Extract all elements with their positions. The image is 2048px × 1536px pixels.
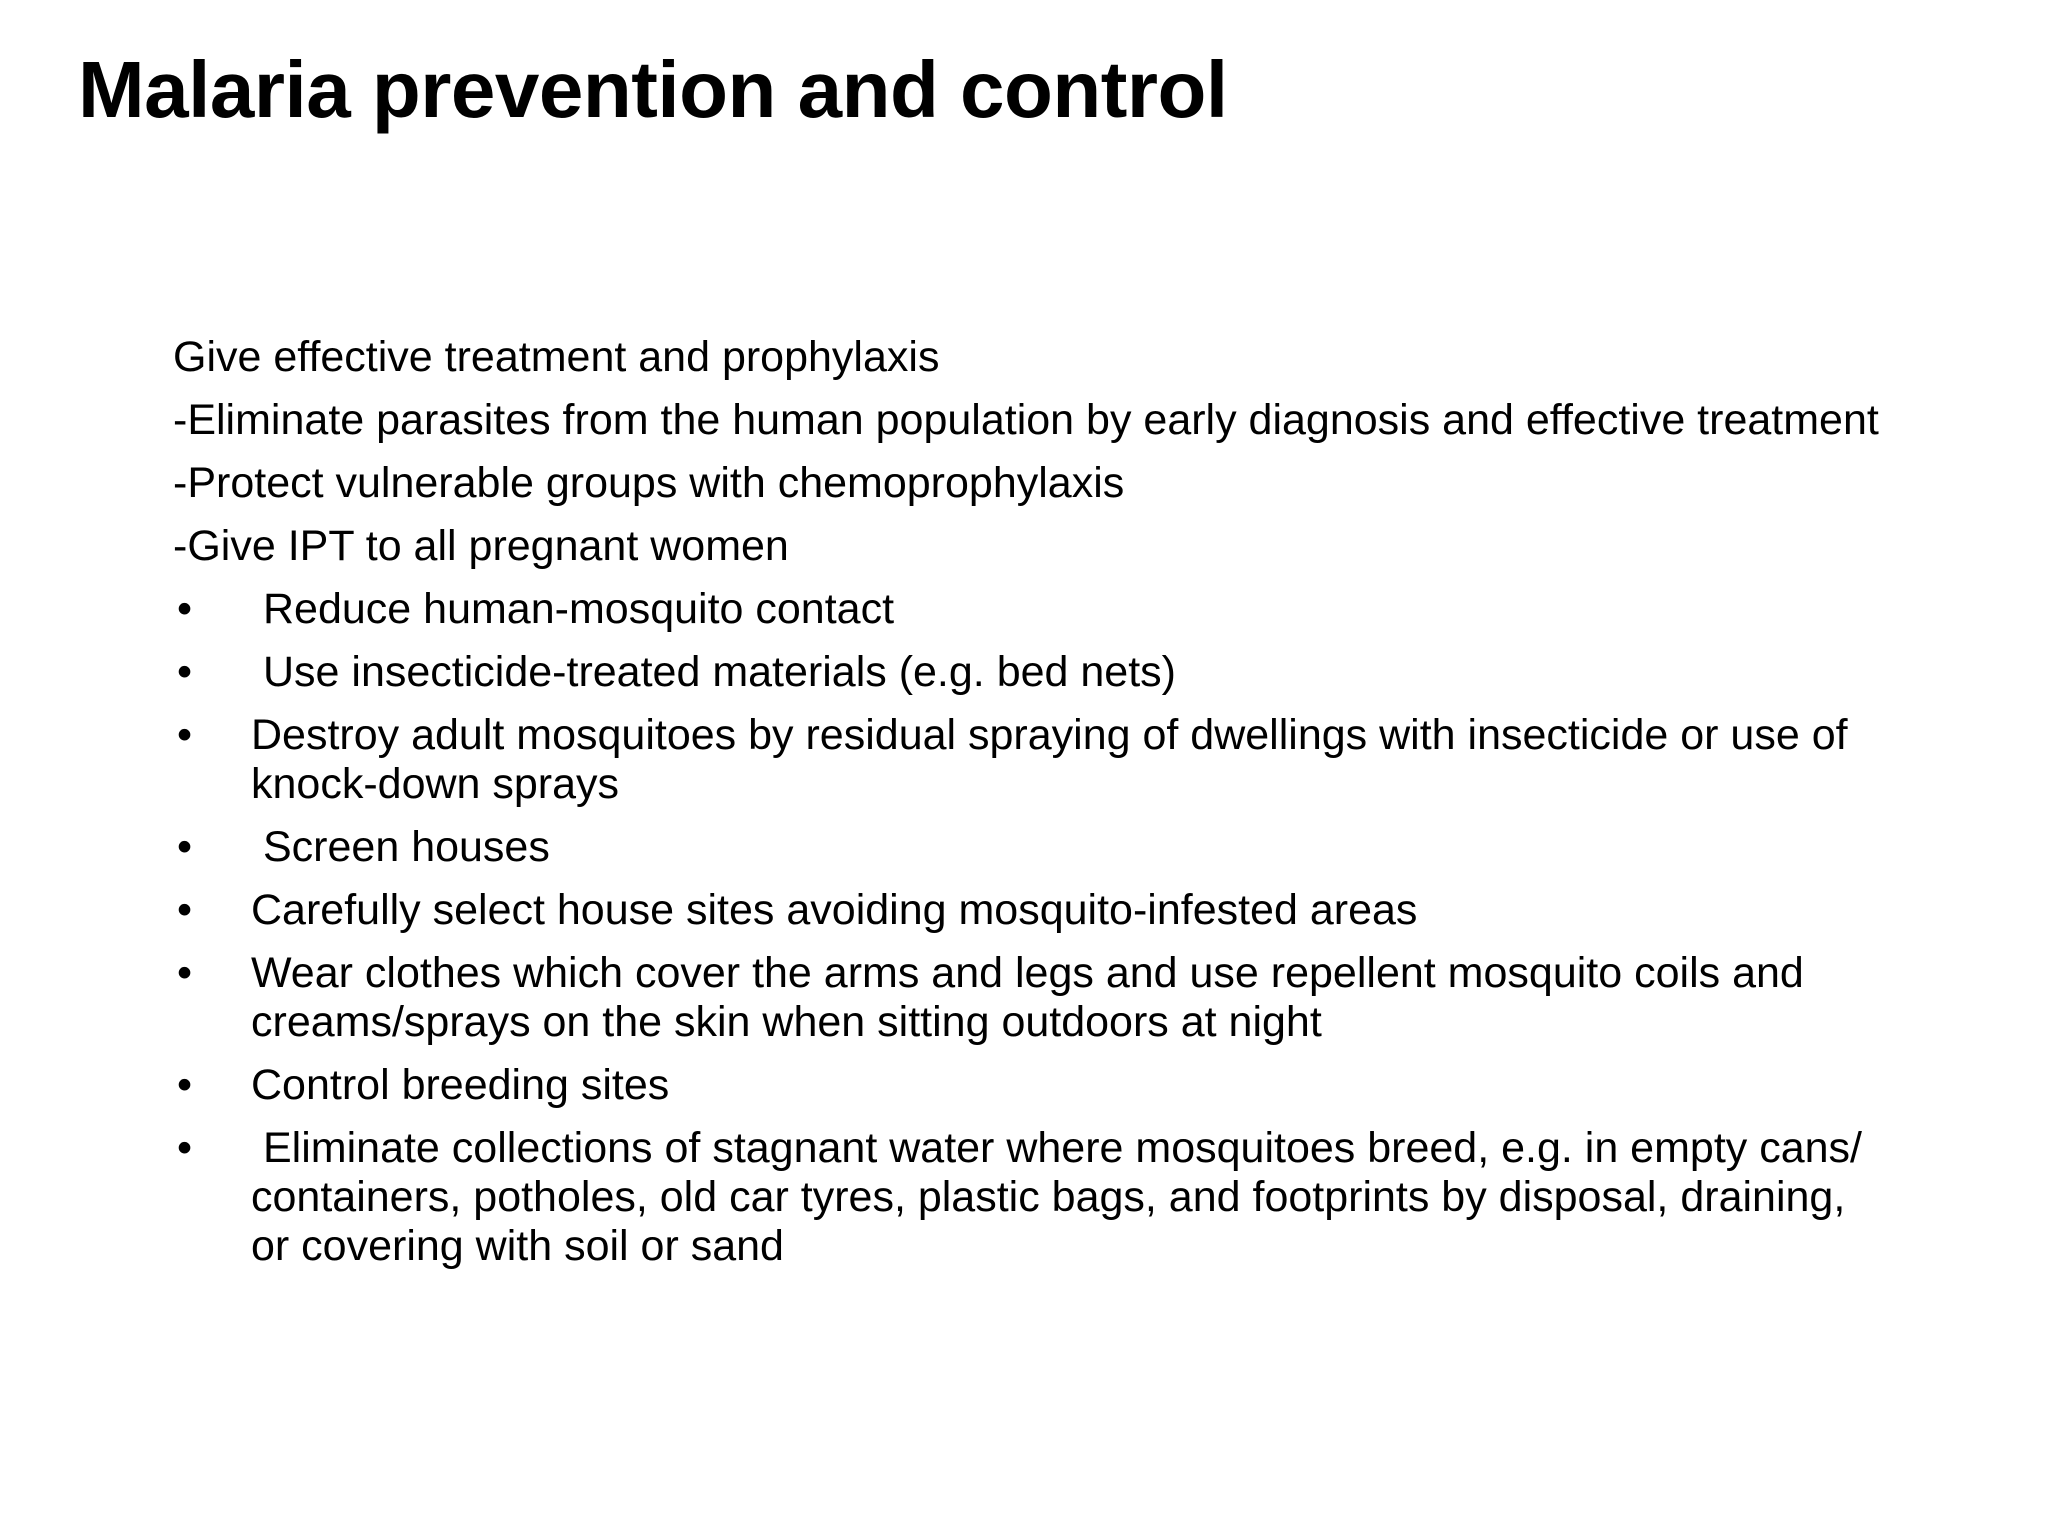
bullet-item-text: Screen houses (263, 823, 550, 871)
dash-item-text: Eliminate parasites from the human population by early diagnosis and effective treatment (187, 396, 1879, 444)
bullet-item (173, 711, 1893, 809)
bullet-item-text: Carefully select house sites avoiding mosquito-infested areas (251, 886, 1418, 934)
dash-prefix: - (173, 522, 188, 570)
dash-item (173, 459, 1893, 508)
bullet-icon: • (177, 823, 193, 871)
bullet-item-text: Wear clothes which cover the arms and legs and use repellent mosquito coils and creams/sprays on the skin when sitting outdoors at night (251, 949, 1804, 1046)
dash-prefix: - (173, 396, 188, 444)
bullet-icon: • (177, 1061, 193, 1109)
slide-title: Malaria prevention and control (78, 45, 1228, 134)
bullet-item (173, 886, 1893, 935)
intro-line: Give effective treatment and prophylaxis (173, 333, 940, 381)
dash-item (173, 396, 1893, 445)
bullet-item (173, 823, 1893, 872)
bullet-item (173, 648, 1893, 697)
bullet-icon: • (177, 949, 193, 997)
dash-item-text: Protect vulnerable groups with chemoprophylaxis (187, 459, 1125, 507)
bullet-item-text: Eliminate collections of stagnant water where mosquitoes breed, e.g. in empty cans/ containers, potholes, old car tyres, plastic bags, and footprints by disposal, draining, or covering with soil or sand (251, 1124, 1862, 1270)
bullet-item (173, 1124, 1893, 1271)
bullet-item-text: Reduce human-mosquito contact (263, 585, 895, 633)
bullet-icon: • (177, 886, 193, 934)
dash-item-text: Give IPT to all pregnant women (187, 522, 789, 570)
bullet-item-text: Use insecticide-treated materials (e.g. bed nets) (263, 648, 1176, 696)
bullet-item-text: Destroy adult mosquitoes by residual spraying of dwellings with insecticide or use of knock-down sprays (251, 711, 1848, 808)
dash-prefix: - (173, 459, 188, 507)
dash-item (173, 522, 1893, 571)
bullet-icon: • (177, 648, 193, 696)
bullet-item (173, 949, 1893, 1047)
slide-body (173, 333, 1893, 1285)
bullet-icon: • (177, 1124, 193, 1172)
bullet-item-text: Control breeding sites (251, 1061, 670, 1109)
bullet-item (173, 1061, 1893, 1110)
bullet-item (173, 585, 1893, 634)
bullet-icon: • (177, 585, 193, 633)
bullet-icon: • (177, 711, 193, 759)
